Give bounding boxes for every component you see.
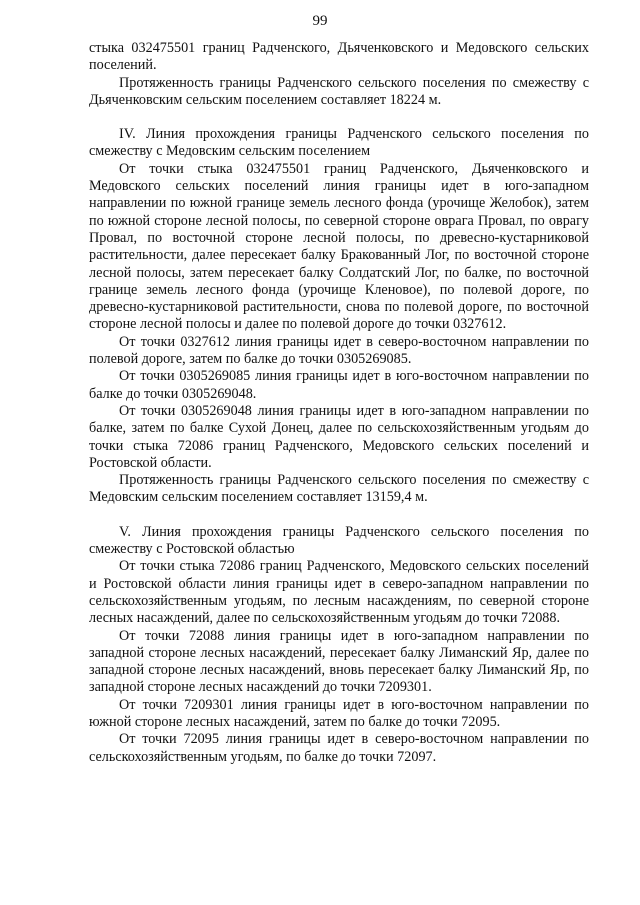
section-iv-paragraph: От точки 0305269048 линия границы идет в юго-западном направлении по балке, затем по балке Сухой Донец, далее по сельскохозяйственным угодьям до точки стыка 72086 границ Радченского, Медовского сельских поселений и Ростовской области. <box>89 402 589 471</box>
section-iv-length: Протяженность границы Радченского сельского поселения по смежеству с Медовским сельским поселением составляет 13159,4 м. <box>89 472 589 506</box>
section-v-paragraph: От точки 7209301 линия границы идет в юго-восточном направлении по южной стороне лесных насаждений, затем по балке до точки 72095. <box>89 696 589 730</box>
section-iv-paragraph: От точки 0327612 линия границы идет в северо-восточном направлении по полевой дороге, затем по балке до точки 0305269085. <box>89 333 589 368</box>
paragraph-continuation: стыка 032475501 границ Радченского, Дьяченковского и Медовского сельских поселений. <box>89 40 589 74</box>
page-number: 99 <box>312 13 328 29</box>
document-body <box>89 40 589 766</box>
section-v-paragraph: От точки 72095 линия границы идет в северо-восточном направлении по сельскохозяйственным угодьям, по балке до точки 72097. <box>89 731 589 765</box>
section-gap <box>89 507 589 524</box>
section-gap <box>89 109 589 126</box>
section-iv-paragraph: От точки стыка 032475501 границ Радченского, Дьяченковского и Медовского сельских поселений линия границы идет в юго-западном направлении по южной границе земель лесного фонда (урочище Желобок), затем по южной стороне лесной полосы, по северной стороне оврага Провал, по оврагу Провал, по восточной стороне лесной полосы, по древесно-кустарниковой растительности, далее пересекает балку Бракованный Лог, по восточной стороне лесной полосы, затем пересекает балку Солдатский Лог, по балке, по восточной границе земель лесного фонда (урочище Кленовое), по полевой дороге, по древесно-кустарниковой растительности, снова по полевой дороге, по восточной стороне лесной полосы и далее по полевой дороге до точки 0327612. <box>89 160 589 333</box>
section-v-heading: V. Линия прохождения границы Радченского сельского поселения по смежеству с Ростовской областью <box>89 523 589 558</box>
section-iv-paragraph: От точки 0305269085 линия границы идет в юго-восточном направлении по балке до точки 0305269048. <box>89 368 589 402</box>
section-iv-heading: IV. Линия прохождения границы Радченского сельского поселения по смежеству с Медовским сельским поселением <box>89 126 589 160</box>
section-v-paragraph: От точки 72088 линия границы идет в юго-западном направлении по западной стороне лесных насаждений, пересекает балку Лиманский Яр, далее по западной стороне лесных насаждений, вновь пересекает балку Лиманский Яр, по западной стороне лесных насаждений до точки 7209301. <box>89 627 589 696</box>
paragraph-length-dyachenkovskoe: Протяженность границы Радченского сельского поселения по смежеству с Дьяченковским сельским поселением составляет 18224 м. <box>89 74 589 108</box>
section-v-paragraph: От точки стыка 72086 границ Радченского, Медовского сельских поселений и Ростовской области линия границы идет в северо-западном направлении по сельскохозяйственным угодьям, по лесным насаждениям, по северной стороне лесных насаждений, далее по сельскохозяйственным угодьям до точки 72088. <box>89 558 589 627</box>
